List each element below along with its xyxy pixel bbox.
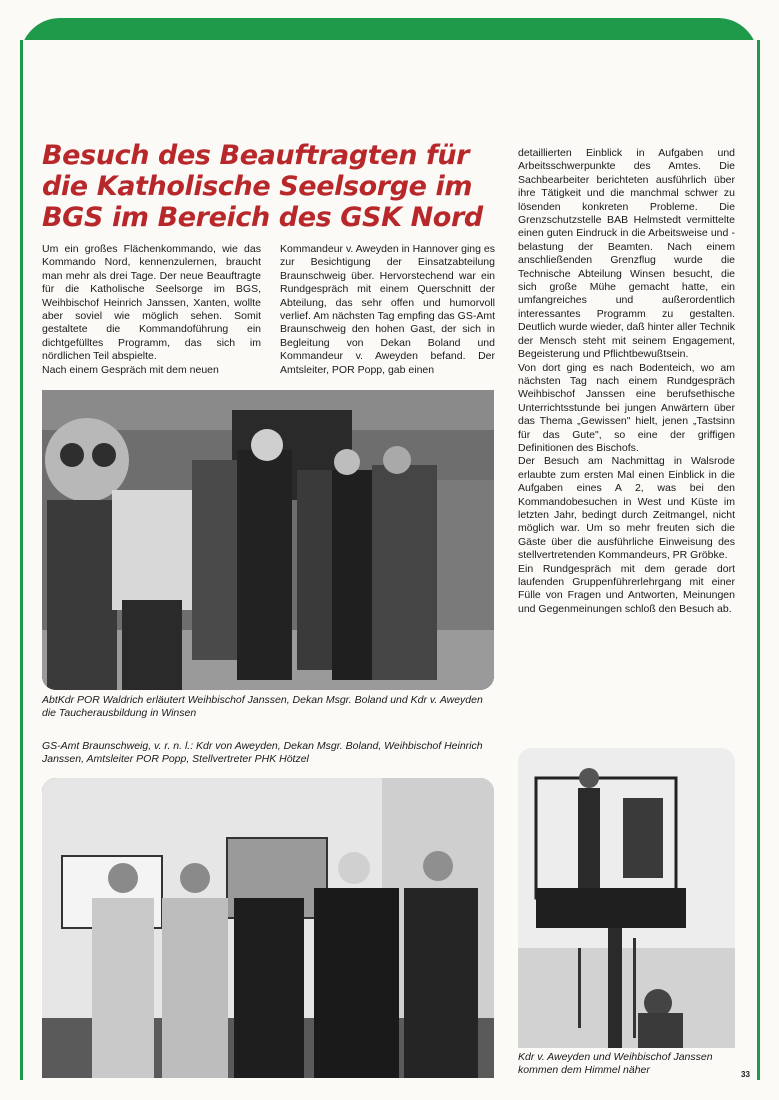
paragraph: detaillierten Einblick in Aufgaben und Arbeitsschwerpunkte des Amtes. Die Sachbearbeiter berichteten ausführlich über ihre Tätigkeit und die manchmal schwer zu lösenden konkreten Probleme. Die Grenzschutzstelle BAB Helmstedt vermittelte einen guten Eindruck in die Arbeitsweise und -belastung der Beamten. Nach einem anschließenden Grenzflug wurde die Technische Abteilung Winsen besucht, die sich große Mühe gemacht hatte, ein umfangreiches und außerordentlich interessantes Programm zu gestalten. Deutlich wurde wieder, daß hinter aller Technik der Mensch steht mit seinem Engagement, Begeisterung und Pflichtbewußtsein.: [518, 147, 735, 361]
caption-photo-group: GS-Amt Braunschweig, v. r. n. l.: Kdr von Aweyden, Dekan Msgr. Boland, Weihbischof Heinrich Janssen, Amtsleiter POR Popp, Stellvertreter PHK Hötzel: [42, 740, 483, 766]
photo-diver-training-image: [42, 390, 494, 690]
caption-photo-lift: Kdr v. Aweyden und Weihbischof Janssen kommen dem Himmel näher: [518, 1051, 713, 1077]
page-frame-top: [23, 42, 754, 82]
paragraph: Nach einem Gespräch mit dem neuen: [42, 363, 219, 376]
paragraph: Um ein großes Flächenkommando, wie das Kommando Nord, kennenzulernen, braucht man mehr als drei Tage. Der neue Beauftragte für die Katholische Seelsorge im BGS, Weihbischof Heinrich Janssen, Xanten, wollte aber soviel wie möglich sehen. Somit gestaltete die Kommandoführung ein dichtgefülltes Programm, das sich im nördlichen Teil abspielte.: [42, 243, 261, 363]
caption-photo-diver: AbtKdr POR Waldrich erläutert Weihbischof Janssen, Dekan Msgr. Boland und Kdr v. Aweyden die Taucherausbildung in Winsen: [42, 694, 483, 720]
photo-lift-platform: [518, 748, 735, 1048]
paragraph: Von dort ging es nach Bodenteich, wo am nächsten Tag nach einem Rundgespräch Weihbischof Janssen eine berufsethische Unterrichtsstunde bei jungen Anwärtern über das Thema „Gewissen" hielt, jenen „Tastsinn für das Gute", so eine der griffigen Definitionen des Bischofs.: [518, 361, 735, 454]
article-column-3: [518, 147, 735, 616]
photo-lift-platform-image: [518, 748, 735, 1048]
photo-diver-training: [42, 390, 494, 690]
photo-group: [42, 778, 494, 1078]
paragraph: Der Besuch am Nachmittag in Walsrode erlaubte zum ersten Mal einen Einblick in die Aufgaben eines A 2, was bei den Kommandobesuchen in West und Küste im letzten Jahr, bedingt durch Zeitmangel, nicht möglich war. Um so mehr freuten sich die Gäste über die ausführliche Einweisung des stellvertretenden Kommandeurs, PR Gröbke.: [518, 455, 735, 562]
paragraph: Kommandeur v. Aweyden in Hannover ging es zur Besichtigung der Einsatzabteilung Braunschweig über. Hervorstechend war ein Rundgespräch mit einem Querschnitt der Abteilung, das sehr offen und humorvoll verlief. Am nächsten Tag empfing das GS-Amt Braunschweig den hohen Gast, der sich in Begleitung von Dekan Boland und Kommandeur v. Aweyden befand. Der Amtsleiter, POR Popp, gab einen: [280, 243, 495, 376]
article-headline: Besuch des Beauftragten für die Katholische Seelsorge im BGS im Bereich des GSK Nord: [42, 140, 483, 233]
article-column-2: [280, 243, 495, 377]
photo-group-image: [42, 778, 494, 1078]
paragraph: Ein Rundgespräch mit dem gerade dort laufenden Gruppenführerlehrgang mit einer Fülle von Fragen und Antworten, Meinungen und Gegenmeinungen schloß den Besuch ab.: [518, 562, 735, 615]
page-number: 33: [741, 1070, 750, 1079]
article-column-1: [42, 243, 261, 377]
